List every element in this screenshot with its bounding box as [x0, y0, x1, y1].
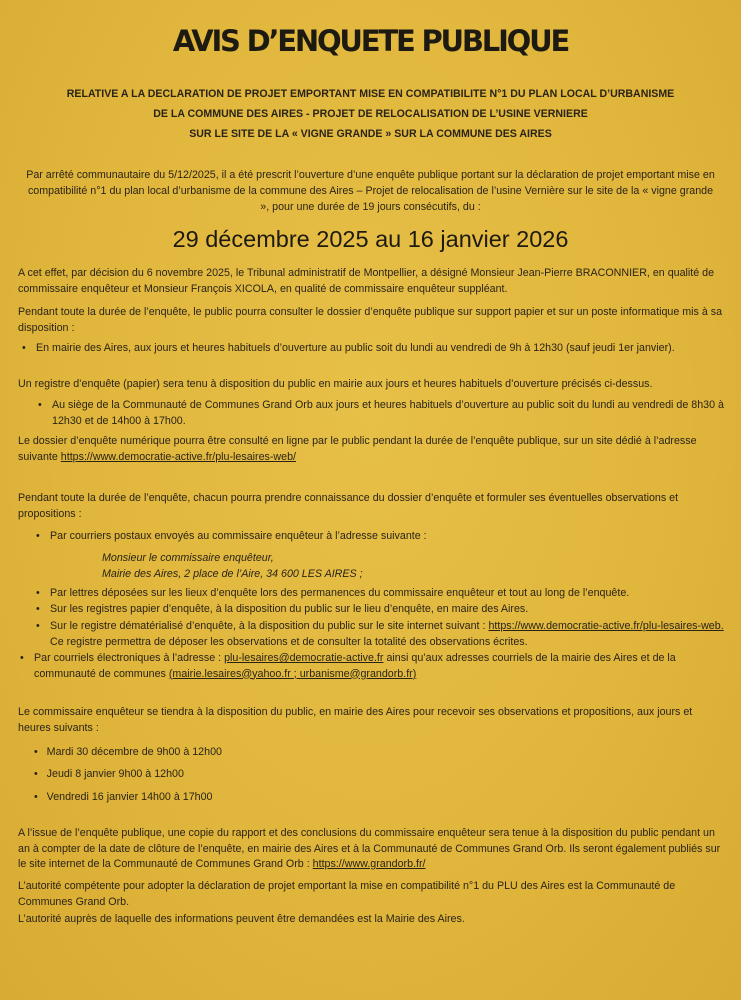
- bullet-icon: •: [34, 746, 38, 758]
- bullet-icon: •: [20, 652, 24, 664]
- postal-address-line-2: Mairie des Aires, 2 place de l’Aire, 34 600 LES AIRES ;: [102, 568, 363, 580]
- postal-address-line-1: Monsieur le commissaire enquêteur,: [102, 552, 274, 564]
- permanences-paragraph: Le commissaire enquêteur se tiendra à la disposition du public, en mairie des Aires pour recevoir ses observations et propositions, aux jours et heures suivants :: [18, 706, 693, 734]
- bullet-icon: •: [36, 620, 40, 632]
- list-item: [34, 745, 222, 760]
- list-item: [38, 398, 727, 429]
- permanence-2: Jeudi 8 janvier 9h00 à 12h00: [46, 768, 184, 780]
- bullet-icon: •: [34, 791, 38, 803]
- registre-demat-text-a: Sur le registre dématérialisé d’enquête, à la disposition du public sur le site internet suivant :: [50, 620, 486, 632]
- subtitle-line-2: DE LA COMMUNE DES AIRES - PROJET DE RELOCALISATION DE L’USINE VERNIERE: [153, 108, 588, 120]
- intro-paragraph: Par arrêté communautaire du 5/12/2025, il a été prescrit l’ouverture d’une enquête publique portant sur la déclaration de projet emportant mise en compatibilité n°1 du plan local d’urbanisme de la commune des Aires – Projet de relocalisation de l’usine Vernière sur le site de la « vigne grande », pour une durée de 19 jours consécutifs, du :: [26, 169, 715, 213]
- list-item: [22, 341, 727, 357]
- list-item: [36, 619, 727, 650]
- bullet-icon: •: [38, 399, 42, 411]
- list-item: [36, 529, 727, 545]
- registre-link[interactable]: https://www.democratie-active.fr/plu-lesaires-web.: [488, 620, 724, 632]
- lettres-bullet-text: Par lettres déposées sur les lieux d’enquête lors des permanences du commissaire enquêteur et tout au long de l’enquête.: [50, 587, 630, 599]
- permanence-3: Vendredi 16 janvier 14h00 à 17h00: [46, 791, 213, 803]
- courriers-bullet-text: Par courriers postaux envoyés au commissaire enquêteur à l’adresse suivante :: [50, 530, 427, 542]
- bullet-icon: •: [36, 587, 40, 599]
- numerique-text: Le dossier d’enquête numérique pourra être consulté en ligne par le public pendant la durée de l’enquête publique, sur un site dédié à l’adresse suivante: [18, 435, 697, 463]
- dossier-link[interactable]: https://www.democratie-active.fr/plu-lesaires-web/: [60, 450, 297, 463]
- observations-paragraph: Pendant toute la durée de l’enquête, chacun pourra prendre connaissance du dossier d’enquête et formuler ses éventuelles observations et propositions :: [18, 492, 679, 520]
- tribunal-paragraph: A cet effet, par décision du 6 novembre 2025, le Tribunal administratif de Montpellier, a désigné Monsieur Jean-Pierre BRACONNIER, en qualité de commissaire enquêteur et Monsieur François XICOLA, en qualité de commissaire enquêteur suppléant.: [18, 267, 715, 295]
- siege-bullet-text: Au siège de la Communauté de Communes Grand Orb aux jours et heures habituels d’ouverture au public soit du lundi au vendredi de 8h30 à 12h30 et de 14h00 à 17h00.: [52, 399, 724, 427]
- list-item: [34, 767, 184, 782]
- registre-demat-text-b: Ce registre permettra de déposer les observations et de consulter la totalité des observations écrites.: [50, 635, 528, 648]
- subtitle: [20, 84, 721, 144]
- issue-paragraph: [18, 826, 727, 873]
- courriels-text-a: Par courriels électroniques à l’adresse :: [34, 652, 222, 664]
- bullet-icon: •: [36, 603, 40, 615]
- autorite-paragraph: L’autorité compétente pour adopter la déclaration de projet emportant la mise en compatibilité n°1 du PLU des Aires est la Communauté de Communes Grand Orb.: [18, 880, 676, 908]
- other-emails-link[interactable]: (mairie.lesaires@yahoo.fr ; urbanisme@grandorb.fr): [168, 667, 417, 680]
- enquiry-dates: 29 décembre 2025 au 16 janvier 2026: [172, 226, 569, 252]
- registres-papier-bullet-text: Sur les registres papier d’enquête, à la disposition du public sur le lieu d’enquête, en maire des Aires.: [50, 603, 529, 615]
- plu-email-link[interactable]: plu-lesaires@democratie-active.fr: [224, 652, 384, 664]
- permanence-1: Mardi 30 décembre de 9h00 à 12h00: [46, 746, 222, 758]
- list-item: [20, 651, 727, 682]
- courriels-text-b: ainsi qu’aux adresses courriels de la mairie des Aires et de la communauté de communes: [34, 652, 676, 680]
- list-item: [36, 602, 727, 618]
- grandorb-link[interactable]: https://www.grandorb.fr/: [312, 858, 426, 870]
- mairie-bullet-text: En mairie des Aires, aux jours et heures habituels d’ouverture au public soit du lundi au vendredi de 9h à 12h30 (sauf jeudi 1er janvier).: [36, 342, 675, 354]
- information-paragraph: L’autorité auprès de laquelle des informations peuvent être demandées est la Mairie des Aires.: [18, 913, 465, 925]
- list-item: [34, 790, 212, 805]
- registre-paragraph: Un registre d’enquête (papier) sera tenu à disposition du public en mairie aux jours et heures habituels d’ouverture précisés ci-dessus.: [18, 378, 653, 390]
- issue-text: A l’issue de l’enquête publique, une copie du rapport et des conclusions du commissaire enquêteur sera tenue à la disposition du public pendant un an à compter de la date de clôture de l’enquête, en mairie des Aires et à la Communauté de Communes Grand Orb. Ils seront également publiés sur le site internet de la Communauté de Communes Grand Orb :: [18, 827, 721, 870]
- page-title: AVIS D’ENQUETE PUBLIQUE: [172, 24, 569, 58]
- bullet-icon: •: [34, 768, 38, 780]
- subtitle-line-3: SUR LE SITE DE LA « VIGNE GRANDE » SUR LA COMMUNE DES AIRES: [189, 128, 552, 140]
- bullet-icon: •: [36, 530, 40, 542]
- numerique-paragraph: [18, 434, 727, 465]
- subtitle-line-1: RELATIVE A LA DECLARATION DE PROJET EMPORTANT MISE EN COMPATIBILITE N°1 DU PLAN LOCAL D’URBANISME: [66, 88, 675, 100]
- bullet-icon: •: [22, 342, 26, 354]
- consultation-paragraph: Pendant toute la durée de l’enquête, le public pourra consulter le dossier d’enquête publique sur support papier et sur un poste informatique mis à sa disposition :: [18, 306, 723, 334]
- list-item: [36, 586, 727, 602]
